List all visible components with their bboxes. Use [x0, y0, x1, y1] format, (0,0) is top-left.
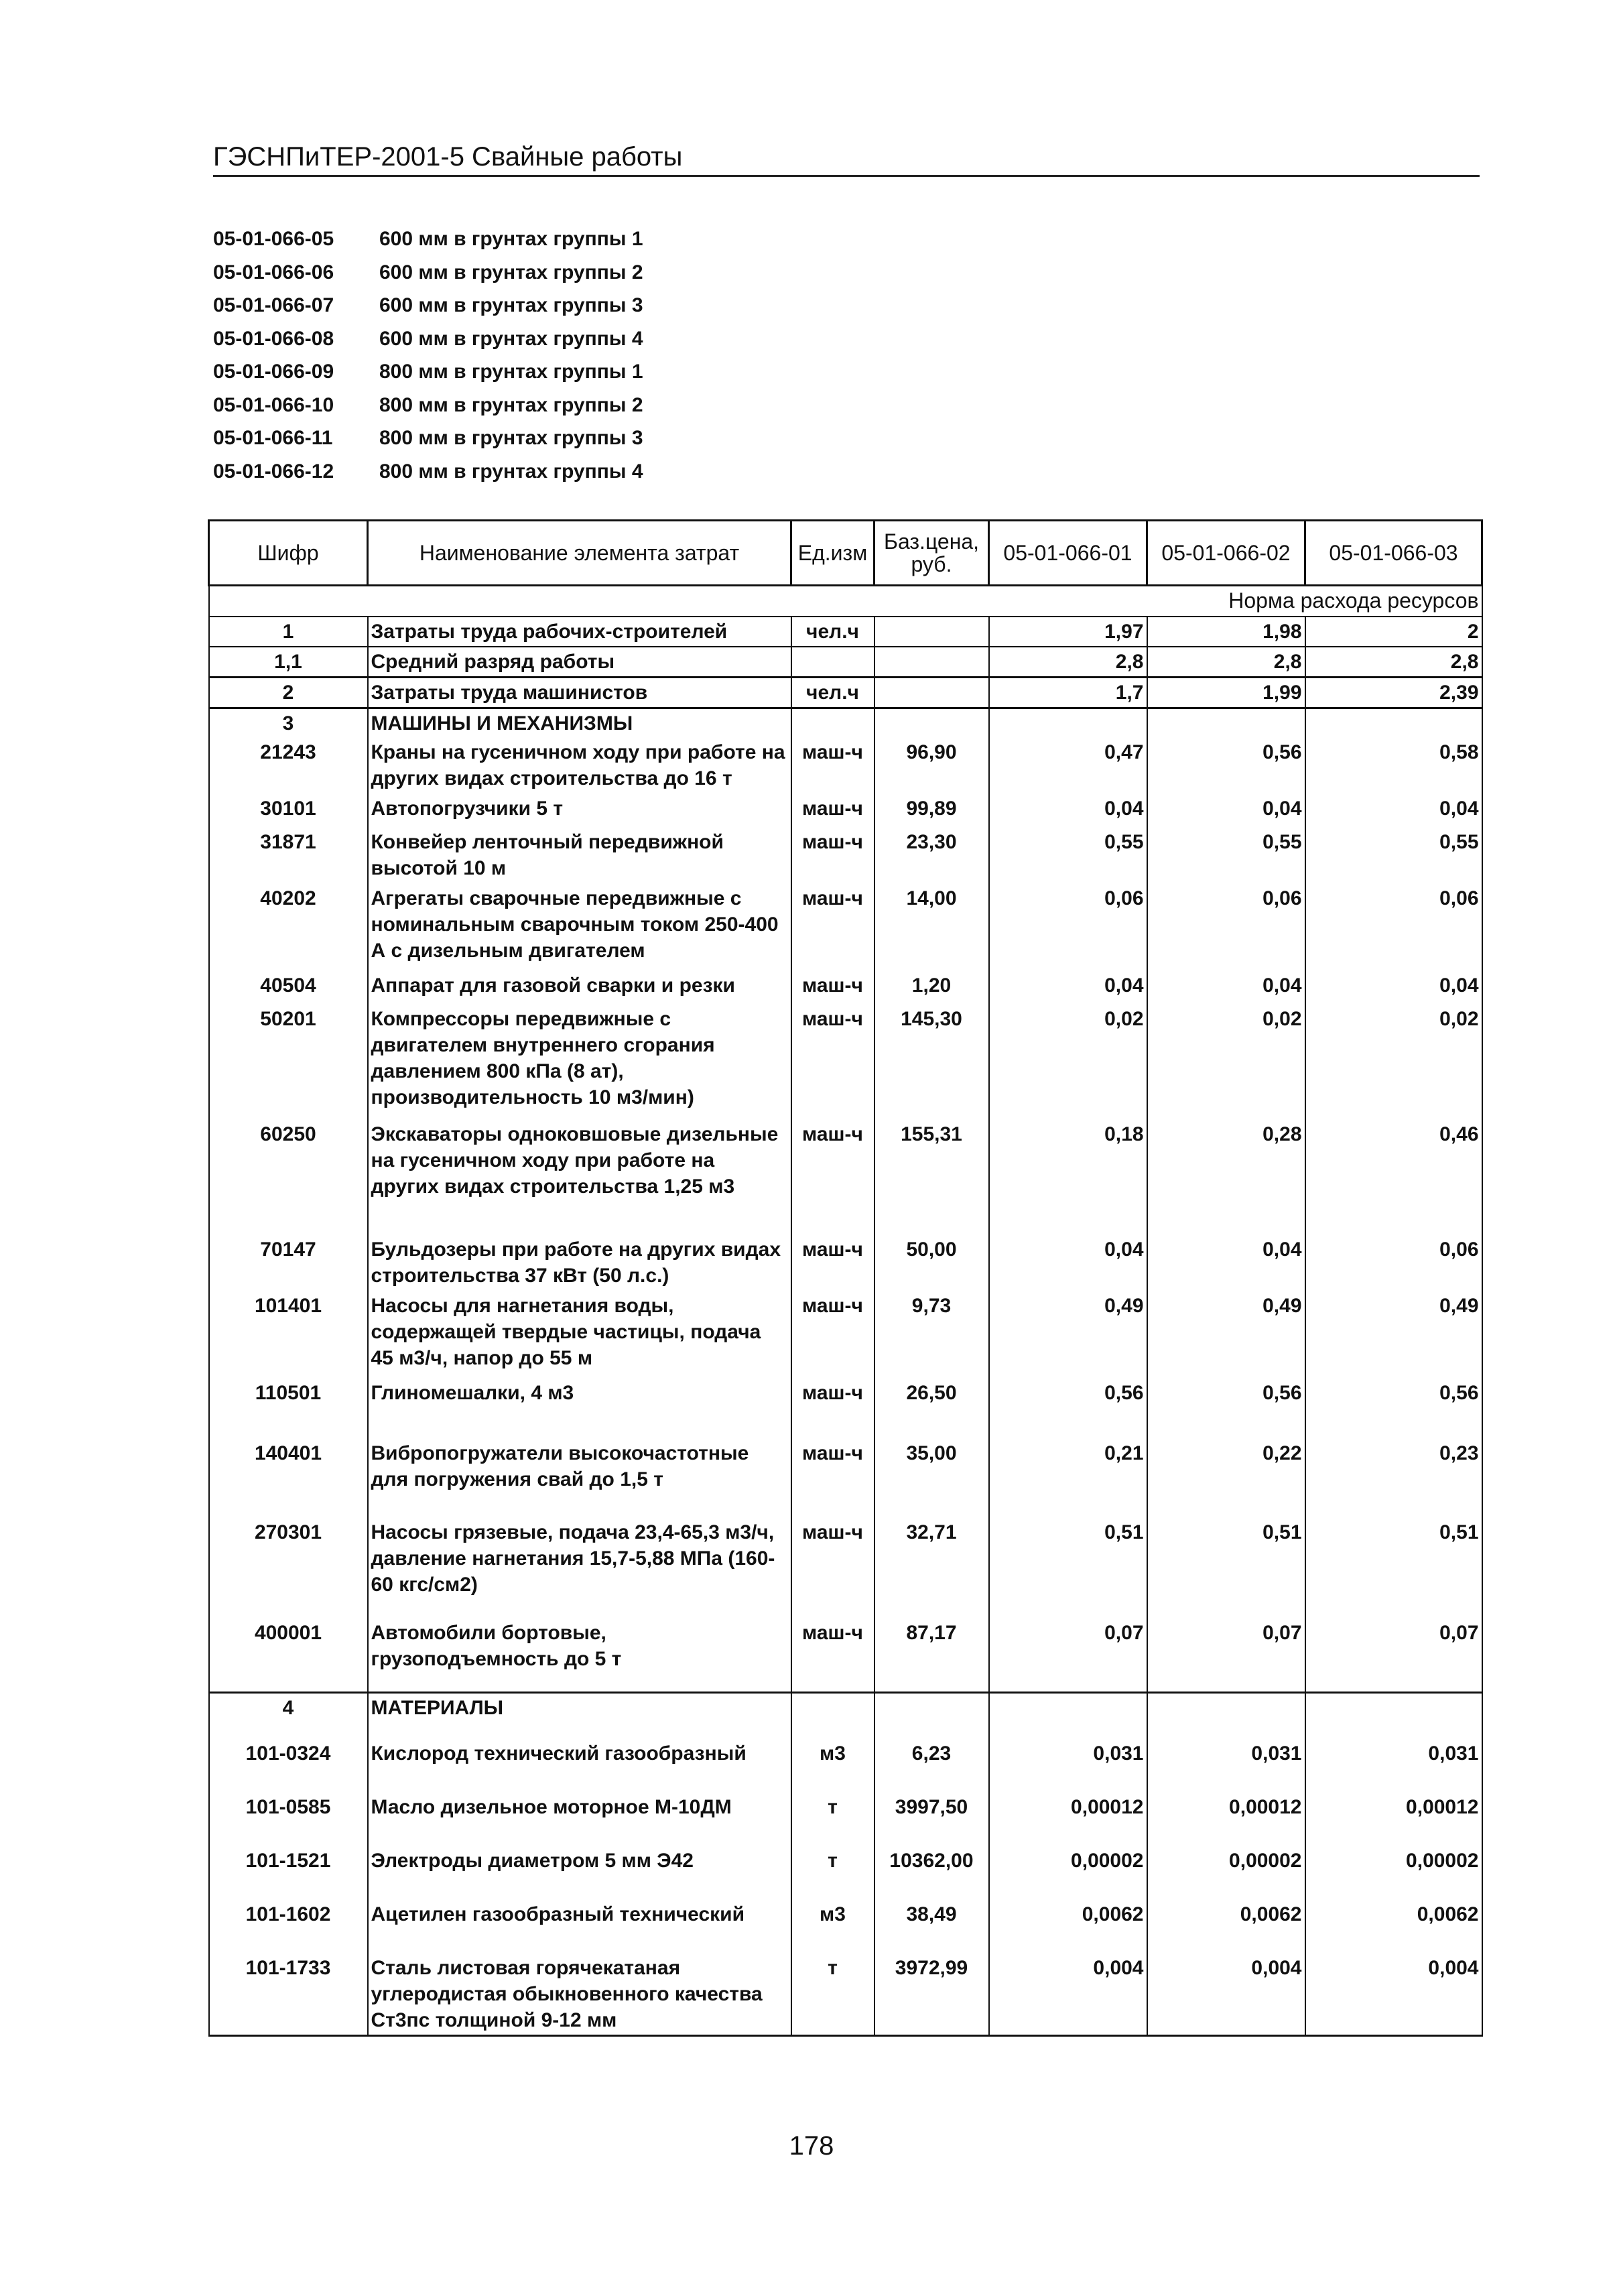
cell-norm-3: 2,8 — [1305, 647, 1482, 678]
cell-name: Краны на гусеничном ходу при работе на других видах строительства до 16 т — [368, 738, 791, 794]
cell-price: 1,20 — [874, 971, 989, 1005]
cell-code: 101-0324 — [209, 1739, 368, 1793]
code-list-item — [213, 261, 643, 295]
cell-code: 101401 — [209, 1291, 368, 1379]
cell-code: 101-1521 — [209, 1846, 368, 1900]
cell-norm-2: 0,04 — [1147, 794, 1305, 828]
cell-code: 101-0585 — [209, 1793, 368, 1846]
cell-norm-3: 0,51 — [1305, 1518, 1482, 1618]
cell-unit: маш-ч — [791, 1005, 874, 1120]
cell-price — [874, 678, 989, 708]
cell-price: 96,90 — [874, 738, 989, 794]
cell-price: 99,89 — [874, 794, 989, 828]
cell-norm-1: 0,031 — [989, 1739, 1147, 1793]
cell-norm-2: 0,06 — [1147, 884, 1305, 971]
code-id: 05-01-066-05 — [213, 228, 334, 250]
page-header: ГЭСНПиТЕР-2001-5 Свайные работы — [213, 142, 1480, 177]
cell-norm-1: 0,07 — [989, 1618, 1147, 1692]
cell-norm-2 — [1147, 708, 1305, 739]
cell-norm-2: 0,031 — [1147, 1739, 1305, 1793]
cell-norm-2: 0,07 — [1147, 1618, 1305, 1692]
cell-norm-1: 1,7 — [989, 678, 1147, 708]
cell-norm-2: 0,22 — [1147, 1439, 1305, 1518]
table-row — [209, 1379, 1482, 1439]
column-header-name: Наименование элемента затрат — [368, 521, 791, 586]
table-row — [209, 1235, 1482, 1291]
cell-unit: м3 — [791, 1739, 874, 1793]
cell-norm-3: 0,06 — [1305, 1235, 1482, 1291]
cell-unit: маш-ч — [791, 1291, 874, 1379]
cell-norm-3 — [1305, 708, 1482, 739]
cell-norm-3: 0,23 — [1305, 1439, 1482, 1518]
code-description: 800 мм в грунтах группы 4 — [379, 460, 643, 483]
table-row — [209, 1291, 1482, 1379]
cell-norm-2: 0,56 — [1147, 1379, 1305, 1439]
column-header-code: Шифр — [209, 521, 368, 586]
code-id: 05-01-066-07 — [213, 294, 334, 316]
cell-price: 14,00 — [874, 884, 989, 971]
column-header-norm-2: 05-01-066-02 — [1147, 521, 1305, 586]
cell-norm-1: 0,51 — [989, 1518, 1147, 1618]
cell-norm-1: 0,00002 — [989, 1846, 1147, 1900]
cell-norm-1: 0,18 — [989, 1120, 1147, 1235]
table-row — [209, 1518, 1482, 1618]
cell-price: 26,50 — [874, 1379, 989, 1439]
cell-unit — [791, 647, 874, 678]
cell-code: 40504 — [209, 971, 368, 1005]
cell-name: Экскаваторы одноковшовые дизельные на гусеничном ходу при работе на других видах строительства 1,25 м3 — [368, 1120, 791, 1235]
cell-norm-3: 0,00012 — [1305, 1793, 1482, 1846]
cell-code: 70147 — [209, 1235, 368, 1291]
cell-norm-1: 0,04 — [989, 971, 1147, 1005]
cell-name: Насосы для нагнетания воды, содержащей твердые частицы, подача 45 м3/ч, напор до 55 м — [368, 1291, 791, 1379]
cell-norm-3: 0,06 — [1305, 884, 1482, 971]
cell-norm-3: 0,04 — [1305, 794, 1482, 828]
cell-name: Автопогрузчики 5 т — [368, 794, 791, 828]
code-id: 05-01-066-08 — [213, 327, 334, 350]
cell-norm-1: 1,97 — [989, 617, 1147, 647]
cell-price: 145,30 — [874, 1005, 989, 1120]
cell-norm-2: 0,004 — [1147, 1954, 1305, 2036]
cell-price: 3997,50 — [874, 1793, 989, 1846]
cell-norm-2: 0,56 — [1147, 738, 1305, 794]
cell-unit: маш-ч — [791, 1518, 874, 1618]
cell-norm-2: 2,8 — [1147, 647, 1305, 678]
cell-code: 110501 — [209, 1379, 368, 1439]
cell-norm-2: 0,51 — [1147, 1518, 1305, 1618]
table-row — [209, 708, 1482, 739]
cell-price: 32,71 — [874, 1518, 989, 1618]
code-id: 05-01-066-06 — [213, 261, 334, 283]
code-list-item — [213, 228, 643, 261]
code-id: 05-01-066-12 — [213, 460, 334, 483]
cell-name: Конвейер ленточный передвижной высотой 10 м — [368, 828, 791, 884]
cell-price — [874, 617, 989, 647]
cell-name: Насосы грязевые, подача 23,4-65,3 м3/ч, давление нагнетания 15,7-5,88 МПа (160-60 кгс/см2) — [368, 1518, 791, 1618]
norm-label-row — [209, 586, 1482, 617]
cell-unit: м3 — [791, 1900, 874, 1954]
cell-price: 3972,99 — [874, 1954, 989, 2036]
cell-unit: маш-ч — [791, 828, 874, 884]
cell-norm-3: 0,46 — [1305, 1120, 1482, 1235]
code-list-item — [213, 394, 643, 428]
cell-norm-1: 0,47 — [989, 738, 1147, 794]
table-row — [209, 1954, 1482, 2036]
cell-norm-3: 0,56 — [1305, 1379, 1482, 1439]
cell-unit — [791, 708, 874, 739]
table-row — [209, 1793, 1482, 1846]
column-header-norm-1: 05-01-066-01 — [989, 521, 1147, 586]
cell-norm-1: 0,00012 — [989, 1793, 1147, 1846]
column-header-norm-3: 05-01-066-03 — [1305, 521, 1482, 586]
cell-norm-3: 0,0062 — [1305, 1900, 1482, 1954]
cell-code: 31871 — [209, 828, 368, 884]
cell-norm-3: 0,07 — [1305, 1618, 1482, 1692]
cell-norm-1 — [989, 708, 1147, 739]
cell-code: 270301 — [209, 1518, 368, 1618]
code-list-item — [213, 427, 643, 460]
cell-norm-2: 1,99 — [1147, 678, 1305, 708]
cell-norm-3: 0,04 — [1305, 971, 1482, 1005]
code-list-item — [213, 294, 643, 328]
cell-norm-2: 0,04 — [1147, 971, 1305, 1005]
table-row — [209, 1846, 1482, 1900]
cell-price: 9,73 — [874, 1291, 989, 1379]
cell-price — [874, 1692, 989, 1739]
column-header-unit: Ед.изм — [791, 521, 874, 586]
cell-unit: т — [791, 1793, 874, 1846]
cell-price — [874, 708, 989, 739]
table-row — [209, 1120, 1482, 1235]
cell-unit: чел.ч — [791, 617, 874, 647]
code-id: 05-01-066-11 — [213, 427, 333, 449]
cell-name: МАТЕРИАЛЫ — [368, 1692, 791, 1739]
cell-norm-2: 0,04 — [1147, 1235, 1305, 1291]
cell-code: 30101 — [209, 794, 368, 828]
cell-name: Сталь листовая горячекатаная углеродистая обыкновенного качества Ст3пс толщиной 9-12 мм — [368, 1954, 791, 2036]
cell-name: Автомобили бортовые, грузоподъемность до 5 т — [368, 1618, 791, 1692]
table-row — [209, 1005, 1482, 1120]
cell-name: Затраты труда машинистов — [368, 678, 791, 708]
cell-norm-2: 0,28 — [1147, 1120, 1305, 1235]
cell-code: 1,1 — [209, 647, 368, 678]
column-header-price: Баз.цена, руб. — [874, 521, 989, 586]
table-row — [209, 1618, 1482, 1692]
table-row — [209, 1692, 1482, 1739]
cell-unit: маш-ч — [791, 971, 874, 1005]
table-row — [209, 794, 1482, 828]
page-number: 178 — [789, 2131, 834, 2161]
cell-norm-3: 0,02 — [1305, 1005, 1482, 1120]
cell-norm-3: 0,004 — [1305, 1954, 1482, 2036]
table-header-row — [209, 521, 1482, 586]
cell-unit: маш-ч — [791, 1439, 874, 1518]
code-list-item — [213, 361, 643, 394]
cell-norm-3: 0,00002 — [1305, 1846, 1482, 1900]
cell-price: 50,00 — [874, 1235, 989, 1291]
cell-code: 4 — [209, 1692, 368, 1739]
cell-price: 35,00 — [874, 1439, 989, 1518]
cell-code: 101-1733 — [209, 1954, 368, 2036]
cell-price: 6,23 — [874, 1739, 989, 1793]
cell-norm-2: 0,55 — [1147, 828, 1305, 884]
table-row — [209, 1900, 1482, 1954]
code-description: 800 мм в грунтах группы 1 — [379, 361, 643, 383]
cell-norm-1: 0,21 — [989, 1439, 1147, 1518]
cell-unit: маш-ч — [791, 738, 874, 794]
cell-code: 140401 — [209, 1439, 368, 1518]
cell-name: Масло дизельное моторное М-10ДМ — [368, 1793, 791, 1846]
cell-price: 155,31 — [874, 1120, 989, 1235]
table-row — [209, 1739, 1482, 1793]
cell-norm-1: 2,8 — [989, 647, 1147, 678]
cell-norm-3: 0,031 — [1305, 1739, 1482, 1793]
code-list — [213, 228, 643, 493]
cell-price: 38,49 — [874, 1900, 989, 1954]
cell-price: 87,17 — [874, 1618, 989, 1692]
cell-norm-1: 0,55 — [989, 828, 1147, 884]
cell-norm-3 — [1305, 1692, 1482, 1739]
cell-code: 2 — [209, 678, 368, 708]
code-description: 800 мм в грунтах группы 3 — [379, 427, 643, 449]
table-row — [209, 971, 1482, 1005]
cell-norm-1: 0,04 — [989, 794, 1147, 828]
cell-norm-1 — [989, 1692, 1147, 1739]
cell-norm-1: 0,0062 — [989, 1900, 1147, 1954]
cell-norm-2: 0,49 — [1147, 1291, 1305, 1379]
cell-code: 1 — [209, 617, 368, 647]
resource-norm-table — [208, 519, 1483, 2037]
cell-norm-2: 0,02 — [1147, 1005, 1305, 1120]
cell-norm-3: 0,58 — [1305, 738, 1482, 794]
code-description: 600 мм в грунтах группы 2 — [379, 261, 643, 283]
cell-unit: маш-ч — [791, 1618, 874, 1692]
cell-unit: т — [791, 1846, 874, 1900]
code-list-item — [213, 460, 643, 494]
cell-norm-2: 0,00012 — [1147, 1793, 1305, 1846]
cell-norm-3: 2,39 — [1305, 678, 1482, 708]
code-id: 05-01-066-10 — [213, 393, 334, 416]
norm-label: Норма расхода ресурсов — [209, 586, 1482, 617]
cell-norm-1: 0,04 — [989, 1235, 1147, 1291]
cell-price — [874, 647, 989, 678]
cell-price: 10362,00 — [874, 1846, 989, 1900]
cell-unit: маш-ч — [791, 884, 874, 971]
cell-norm-2: 0,00002 — [1147, 1846, 1305, 1900]
cell-unit: маш-ч — [791, 1379, 874, 1439]
table-row — [209, 738, 1482, 794]
cell-norm-1: 0,56 — [989, 1379, 1147, 1439]
cell-name: Компрессоры передвижные с двигателем внутреннего сгорания давлением 800 кПа (8 ат), производительность 10 м3/мин) — [368, 1005, 791, 1120]
table-row — [209, 884, 1482, 971]
code-description: 600 мм в грунтах группы 1 — [379, 228, 643, 250]
cell-unit: маш-ч — [791, 794, 874, 828]
cell-norm-1: 0,004 — [989, 1954, 1147, 2036]
cell-name: Ацетилен газообразный технический — [368, 1900, 791, 1954]
cell-unit — [791, 1692, 874, 1739]
cell-norm-2: 1,98 — [1147, 617, 1305, 647]
cell-unit: т — [791, 1954, 874, 2036]
table-row — [209, 828, 1482, 884]
cell-norm-1: 0,49 — [989, 1291, 1147, 1379]
cell-code: 60250 — [209, 1120, 368, 1235]
code-description: 600 мм в грунтах группы 3 — [379, 294, 643, 316]
cell-unit: чел.ч — [791, 678, 874, 708]
cell-code: 40202 — [209, 884, 368, 971]
cell-norm-3: 0,49 — [1305, 1291, 1482, 1379]
cell-name: Электроды диаметром 5 мм Э42 — [368, 1846, 791, 1900]
cell-norm-2: 0,0062 — [1147, 1900, 1305, 1954]
table-row — [209, 617, 1482, 647]
cell-code: 3 — [209, 708, 368, 739]
cell-name: Аппарат для газовой сварки и резки — [368, 971, 791, 1005]
cell-norm-1: 0,06 — [989, 884, 1147, 971]
table-row — [209, 647, 1482, 678]
cell-name: Агрегаты сварочные передвижные с номинальным сварочным током 250-400 А с дизельным двигателем — [368, 884, 791, 971]
cell-norm-2 — [1147, 1692, 1305, 1739]
cell-name: Средний разряд работы — [368, 647, 791, 678]
cell-name: Бульдозеры при работе на других видах строительства 37 кВт (50 л.с.) — [368, 1235, 791, 1291]
cell-norm-3: 0,55 — [1305, 828, 1482, 884]
table-row — [209, 1439, 1482, 1518]
cell-code: 21243 — [209, 738, 368, 794]
cell-norm-3: 2 — [1305, 617, 1482, 647]
cell-name: МАШИНЫ И МЕХАНИЗМЫ — [368, 708, 791, 739]
cell-code: 50201 — [209, 1005, 368, 1120]
cell-code: 101-1602 — [209, 1900, 368, 1954]
cell-norm-1: 0,02 — [989, 1005, 1147, 1120]
cell-name: Вибропогружатели высокочастотные для погружения свай до 1,5 т — [368, 1439, 791, 1518]
code-description: 800 мм в грунтах группы 2 — [379, 393, 643, 416]
cell-name: Затраты труда рабочих-строителей — [368, 617, 791, 647]
cell-name: Кислород технический газообразный — [368, 1739, 791, 1793]
cell-price: 23,30 — [874, 828, 989, 884]
cell-unit: маш-ч — [791, 1235, 874, 1291]
cell-unit: маш-ч — [791, 1120, 874, 1235]
cell-code: 400001 — [209, 1618, 368, 1692]
code-list-item — [213, 328, 643, 361]
code-id: 05-01-066-09 — [213, 361, 334, 383]
cell-name: Глиномешалки, 4 м3 — [368, 1379, 791, 1439]
code-description: 600 мм в грунтах группы 4 — [379, 327, 643, 350]
table-row — [209, 678, 1482, 708]
